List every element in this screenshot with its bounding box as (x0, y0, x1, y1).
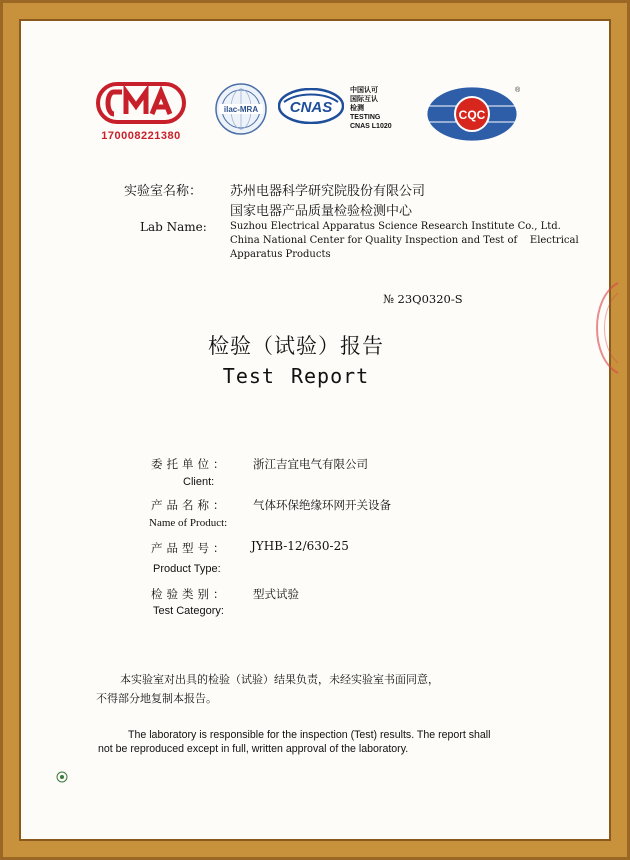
product-name-label-cn: 产品名称： (151, 498, 229, 512)
notice-en: The laboratory is responsible for the inspection (Test) results. The report shall not be reproduced except in full, written approval of the laboratory. (98, 729, 491, 755)
product-type-label-en: Product Type: (153, 563, 221, 575)
svg-text:CNAS: CNAS (289, 99, 333, 116)
client-label-en: Client: (183, 476, 215, 488)
report-title-en: Test Report (222, 364, 370, 388)
red-seal-stamp-icon (580, 278, 620, 378)
svg-text:ilac-MRA: ilac-MRA (223, 105, 259, 114)
report-number: № 23Q0320-S (383, 292, 463, 306)
svg-text:CQC: CQC (458, 108, 486, 122)
lab-name-en-label: Lab Name: (140, 220, 207, 234)
svg-text:®: ® (515, 87, 520, 94)
test-category-label-en: Test Category: (153, 605, 224, 617)
logo-bar (0, 62, 592, 152)
cnas-caption: 中国认可 国际互认 检测 TESTING CNAS L1020 (350, 87, 392, 130)
lab-name-cn-2: 国家电器产品质量检验检测中心 (230, 204, 413, 219)
cma-mark-icon (96, 82, 186, 124)
test-category-value: 型式试验 (253, 587, 299, 601)
cnas-badge-icon (278, 88, 344, 124)
cma-logo (96, 82, 186, 142)
cma-number: 170008221380 (101, 130, 181, 142)
client-value: 浙江吉宜电气有限公司 (253, 457, 368, 471)
ilac-mra-icon (214, 82, 268, 136)
cqc-globe-icon (425, 84, 520, 144)
product-name-label-en: Name of Product: (149, 517, 228, 529)
client-label-cn: 委托单位： (151, 457, 229, 471)
cnas-logo (278, 87, 392, 130)
recycle-mark-icon (56, 771, 68, 783)
product-type-label-cn: 产品型号： (151, 541, 229, 555)
test-category-label-cn: 检验类别： (151, 587, 229, 601)
lab-name-en-3: Apparatus Products (230, 249, 331, 260)
notice-cn: 本实验室对出具的检验（试验）结果负责，未经实验室书面同意， 不得部分地复制本报告。 (96, 673, 439, 705)
lab-name-en-2: China National Center for Quality Inspection and Test of Electrical (230, 235, 579, 246)
lab-name-en-1: Suzhou Electrical Apparatus Science Research Institute Co., Ltd. (230, 221, 561, 232)
product-type-value: JYHB-12/630-25 (251, 539, 349, 553)
product-name-value: 气体环保绝缘环网开关设备 (253, 498, 391, 512)
lab-name-cn-label: 实验室名称： (124, 184, 203, 199)
lab-name-cn-1: 苏州电器科学研究院股份有限公司 (230, 184, 426, 199)
report-title-cn: 检验（试验）报告 (208, 334, 384, 358)
